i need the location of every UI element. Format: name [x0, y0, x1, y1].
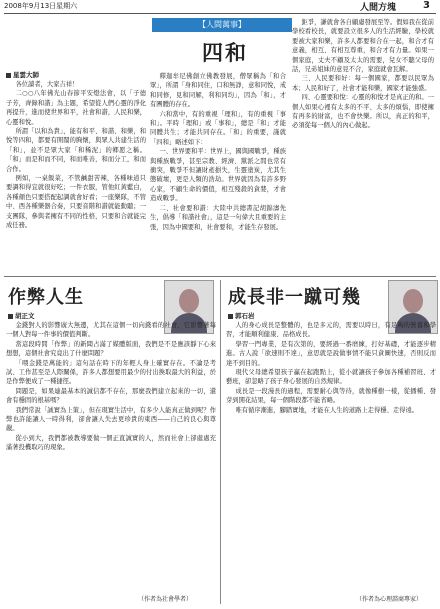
square-bullet-icon: [8, 314, 13, 319]
article1-title: 四和: [202, 40, 248, 65]
header-rule: [4, 13, 436, 14]
paragraph: 二○○八年佛光山春節平安燈法會，以「子德子芳，齊錄和諧」為主題，希望從人們心靈的淨化再提升，進而使世界和平，社會和諧，人民和樂，心靈和悅。: [6, 90, 146, 126]
article3-title: 成長非一蹴可幾: [228, 287, 361, 308]
paragraph: 四、心靈要和悅：心靈的和悅才是真正的和。一個人如果心裡有太多的不平、太多的煩惱，即使擁有再多的財富，也不會快樂。所以，真正的和平，必須從每一個人的內心做起。: [292, 94, 434, 130]
article2-footer: （作者為社會學者）: [138, 596, 193, 603]
face-shape: [403, 289, 423, 313]
paragraph: 所謂「以和為貴」，能有和平、和諧、和樂，和悅等四和，都要有開闊的胸懷，與眾人共建生活的「和」，並不是眾大家「和稀泥」的鄉愿之稱。「和」而是和而不同，和而唯善，和而分工，和而合作。: [6, 128, 146, 173]
article2-title: 作弊人生: [8, 287, 84, 308]
paragraph: 二、社會要和諧：大陸中共總書記胡錦濤先生，倡導「和諧社會」，這是一句偉大且重要的主張，因為中國要和，社會要和，才能生存發展。: [150, 204, 286, 231]
column-name: 人間方塊: [360, 3, 397, 13]
author-name: 胡正文: [15, 312, 35, 320]
paragraph: 釋迦牟尼佛創立佛教發展，僧眾稱為「和合眾」，所謂「身和同住，口和無諍，意和同悅，戒和同修，見和同解，利和同均」，因為「和」，才有團體的存在。: [150, 73, 286, 109]
face-shape: [179, 289, 199, 313]
article2-body: [6, 321, 216, 589]
article3-footer: （作者為心理諮商專家）: [356, 596, 423, 603]
section-label: 【人間萬事】: [152, 18, 292, 32]
paragraph: 問題是，如果連最基本的誠信都不存在，那麼我們建立起來的一切，還會有穩固的根基嗎？: [6, 387, 216, 405]
paragraph: 「喂金錢是萬能的」這句話在時下的年輕人身上確實存在。不論是考試、工作甚至是人際關係，許多人都想要用最少的付出換取最大的利益，於是作弊便成了一種捷徑。: [6, 359, 216, 386]
paragraph: 我們常說「誠實為上策」，但在現實生活中，有多少人能真正做到呢？作弊也許能讓人一時得利，卻會讓人失去更珍貴的東西——自己的良心與尊嚴。: [6, 406, 216, 433]
paragraph: 唯有循序漸進，腳踏實地，才能在人生的道路上走得穩、走得遠。: [235, 406, 419, 414]
author-name: 郭石岩: [235, 312, 255, 320]
author-name: 星雲大師: [13, 71, 39, 79]
paragraph: 金錢對人的影響廣大無邊，尤其在這個一切向錢看的社會，它影響著每一個人對每一件事的價值判斷。: [6, 322, 216, 339]
article1-col2: [150, 72, 286, 272]
article1-col3: [292, 18, 434, 272]
article1-col1: [6, 80, 146, 272]
paragraph: 六和當中，有的重視「理和」，有的重視「事和」。平時「理和」或「事和」，總是「和」才能同體共生；才能共同存在。「和」的重要，謹就「四和」略述如下：: [150, 110, 286, 146]
page-header: [0, 0, 440, 12]
column-divider: [220, 280, 221, 604]
square-bullet-icon: [228, 314, 233, 319]
paragraph: 現代父母總希望孩子贏在起跑點上，從小就讓孩子參加各種補習班、才藝班，卻忽略了孩子身心發展的自然規律。: [226, 369, 436, 386]
paragraph: 一、世界要和平：世界上，國與國戰爭，種族與種族戰爭，甚至宗教、經濟、黨派之間也常有衝突，戰爭不但讓財產損失，生靈塗炭，尤其生態破壞，更是人類的浩劫。世界就因為有許多野心家，不顧生命的價值，相互殘殺的貪婪，才會造成戰爭。: [150, 148, 286, 203]
paragraph: 鉅爭，謙就會各自顧慮發展至等。假如我在從前學校看校長，就要設立很多人的生活經驗，學校就要被大家和樂，許多人都要和合在一起，和合才有意義，相互、有相互尊重，和合才有力量。如果一個家庭，丈夫不顧及太太的需要，兒女不聽父母的話，兄弟姐妹的意見不合，家庭就會瓦解。: [292, 19, 434, 74]
paragraph: 學習一門專業，是有次第的，要經過一番磨練，打好基礎，才能逐步精進。古人說「欲速則不達」，意思就是說做事情不能只貪圖快速，否則反而達不到目的。: [226, 340, 436, 367]
article1-author: [6, 70, 39, 79]
paragraph: 各位讀者，大家吉祥！: [15, 81, 79, 88]
paragraph: 從小到大，我們都被教導要做一個正直誠實的人，然而社會上卻處處充滿著投機取巧的現象。: [6, 434, 216, 452]
section-divider: [4, 276, 436, 277]
page-number: 3: [423, 0, 430, 11]
article2-author: [8, 311, 35, 320]
article3-author: [228, 311, 255, 320]
paragraph: 人的身心成長是整體的，也是多元的，需要以時日，有足夠的營養和學習，才能順利健康、品格成長。: [226, 322, 436, 339]
paragraph: 當這段時間「作弊」的新聞占滿了媒體版面，我們是不是應該靜下心來想想，這個社會究竟出了什麼問題？: [6, 340, 216, 358]
paragraph: 例如，一桌飯菜，不管鹹甜苦辣，各種味道只要調和得宜就很好吃；一件衣服，管他紅黃藍白，各種顏色只要搭配起調就會好看；一座樂隊，不管中、西各種樂器合奏，只要音階和諧就能動聽；一支團隊，參與者擁有不同的性格，只要和合就能完成任務。: [6, 175, 146, 230]
issue-date: 2008年9月13日星期六: [4, 2, 78, 10]
article3-body: [226, 321, 436, 589]
paragraph: 三、人民要和好：每一個國家，都要以民眾為本；人民和好了，社會才能和樂，國家才能強盛。: [292, 75, 434, 92]
paragraph: 成長是一段漫長的過程，需要耐心與等待，就像種樹一樣，從播種、發芽到開花結果，每一個階段都不能省略。: [226, 387, 436, 405]
square-bullet-icon: [6, 73, 11, 78]
